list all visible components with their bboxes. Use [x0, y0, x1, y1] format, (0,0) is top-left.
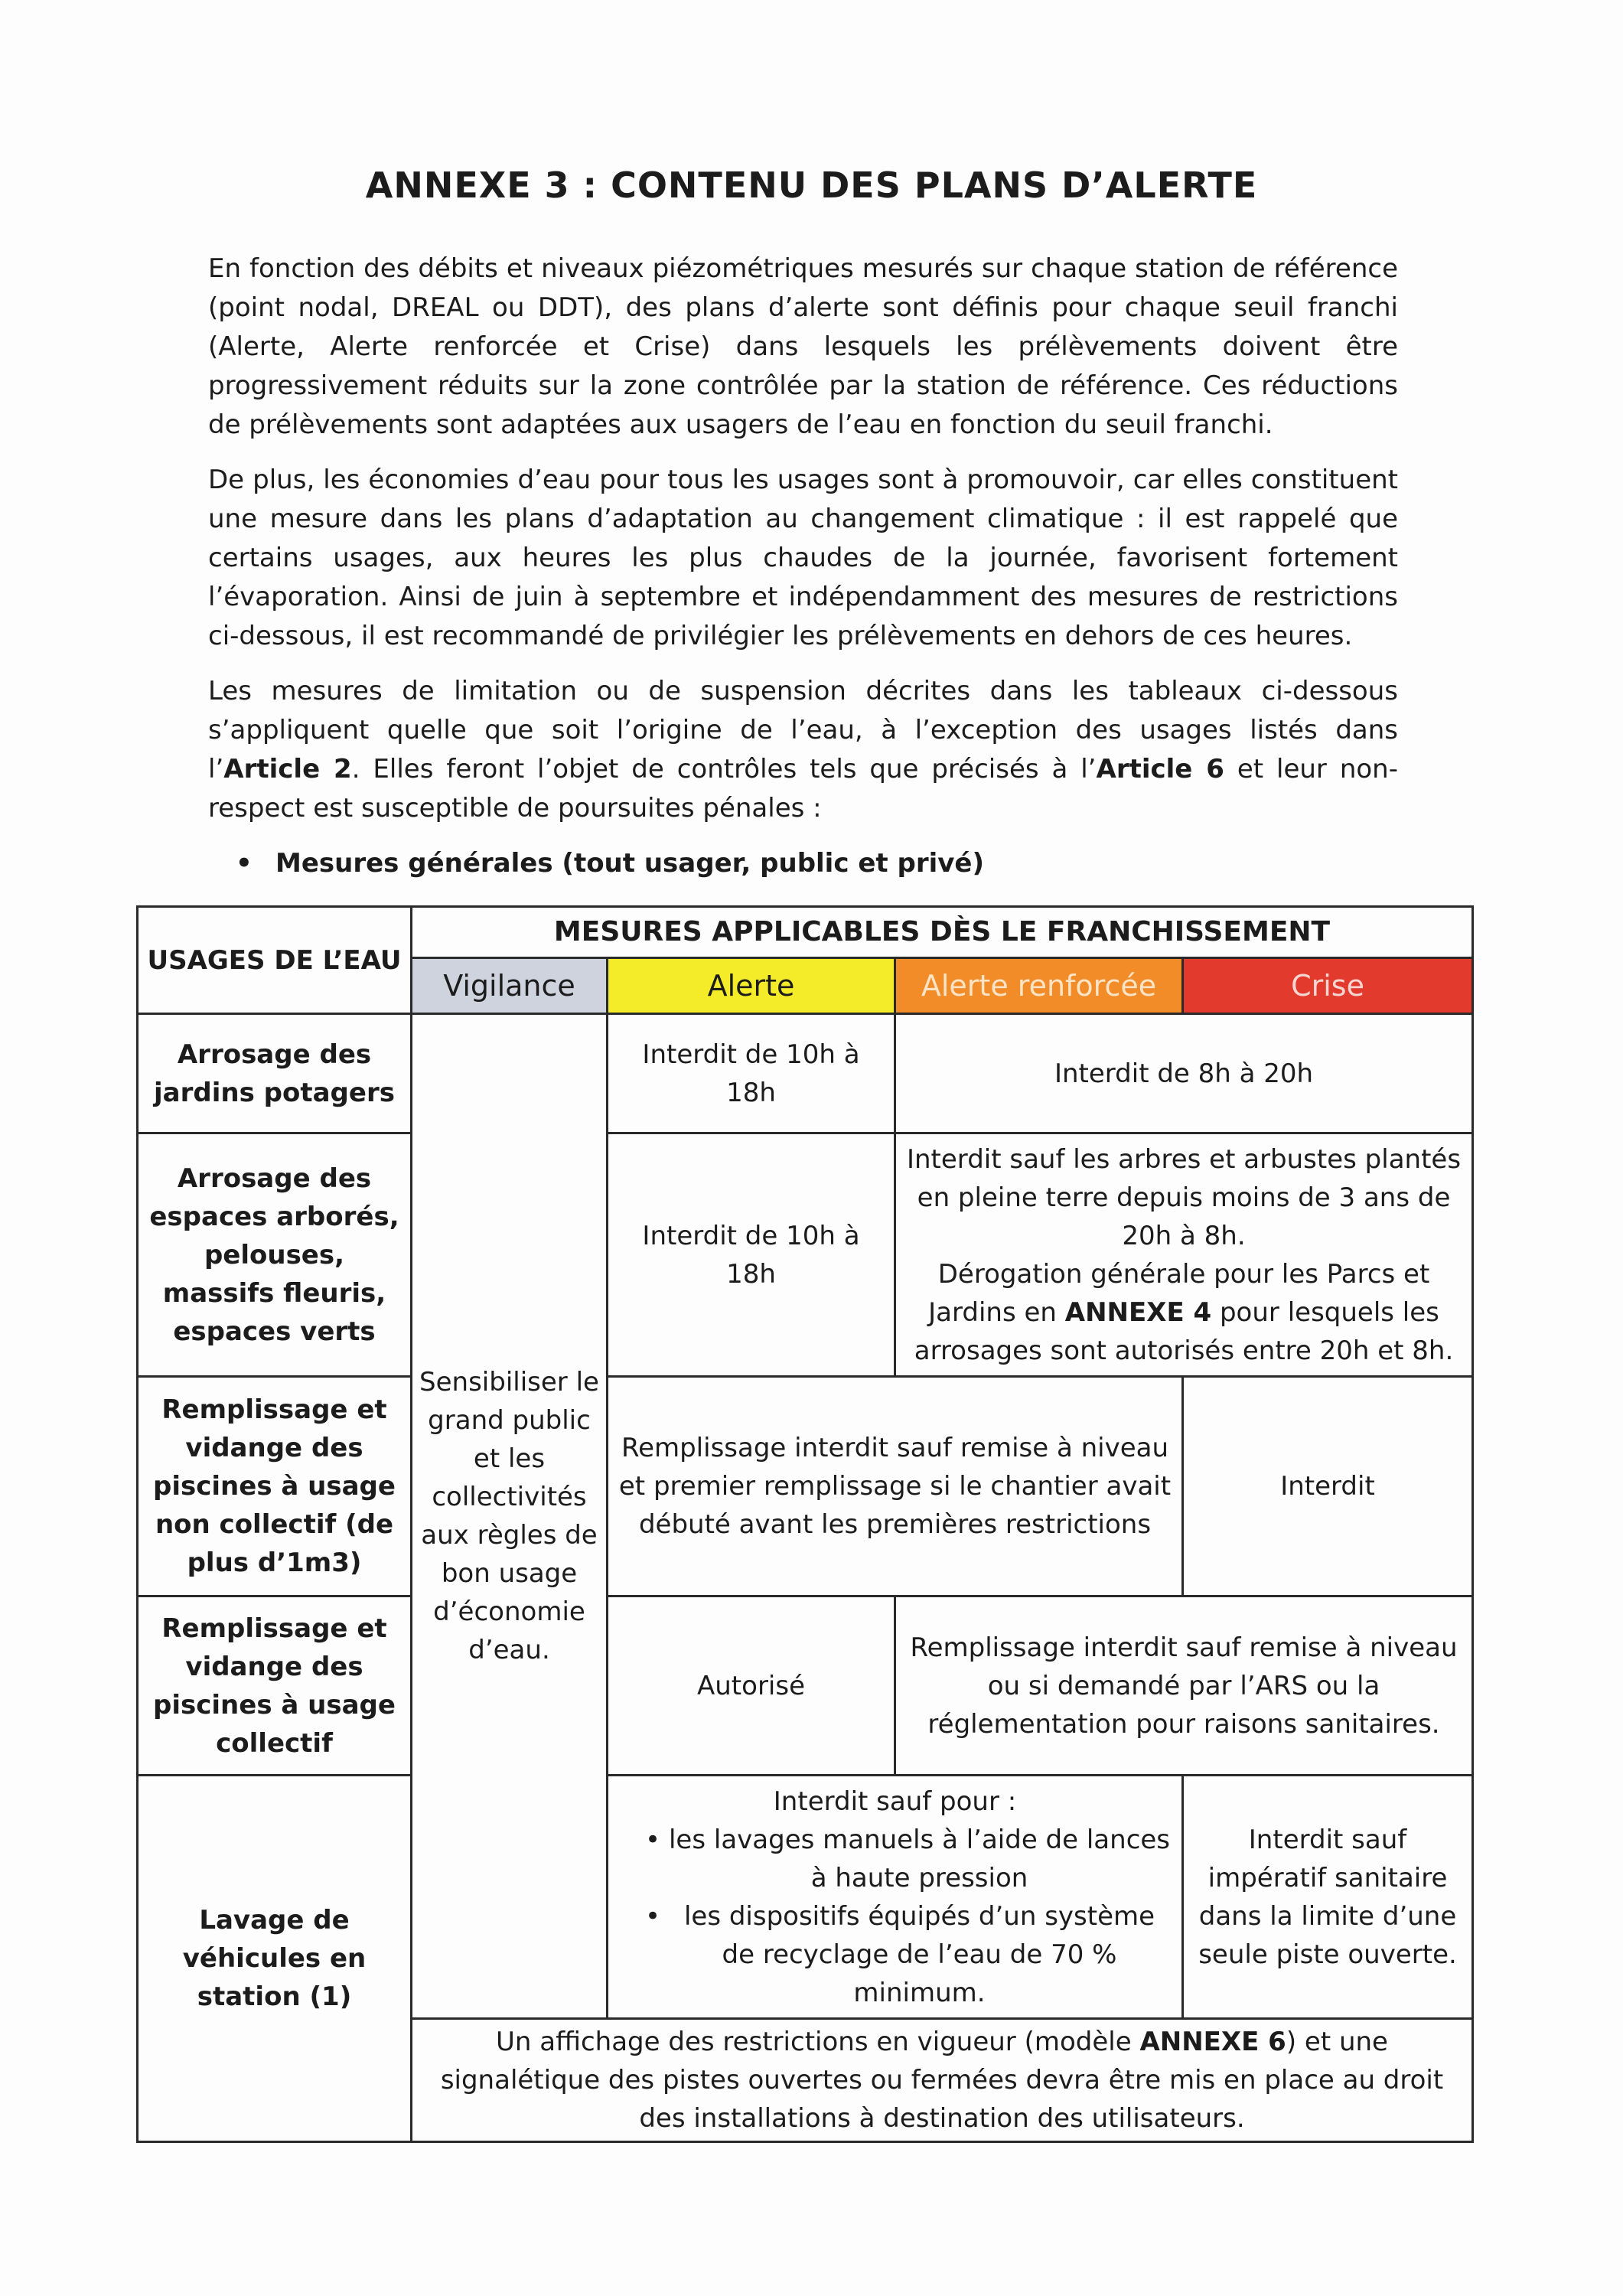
espaces-renforcee-crise [895, 1133, 1473, 1377]
level-vigilance: Vigilance [412, 958, 608, 1014]
table-row [138, 1776, 1473, 2019]
lavage-alerte-renforcee [608, 1776, 1183, 2019]
affichage-text-a: Un affichage des restrictions en vigueur (modèle [496, 2027, 1140, 2057]
usage-lavage-vehicules: Lavage de véhicules en station (1) [138, 1776, 412, 2142]
list-item: • les lavages manuels à l’aide de lances à haute pression [614, 1821, 1175, 1897]
intro-paragraph-3 [208, 672, 1398, 828]
intro-paragraph-2: De plus, les économies d’eau pour tous les usages sont à promouvoir, car elles constituent une mesure dans les plans d’adaptation au changement climatique : il est rappelé que certains usages, aux heures les plus chaudes de la journée, favorisent fortement l’évaporation. Ainsi de juin à septembre et indépendamment des mesures de restrictions ci-dessous, il est recommandé de privilégier les prélèvements en dehors de ces heures. [208, 465, 1398, 651]
level-crise: Crise [1183, 958, 1473, 1014]
potagers-alerte: Interdit de 10h à 18h [608, 1014, 895, 1133]
usage-piscines-non-collectif: Remplissage et vidange des piscines à usage non collectif (de plus d’1m3) [138, 1377, 412, 1596]
affichage-text-b: ) et une signalétique des pistes ouvertes ou fermées devra être mis en place au droit des installations à destination des utilisateurs. [440, 2027, 1444, 2134]
vigilance-measure: Sensibiliser le grand public et les collectivités aux règles de bon usage d’économie d’eau. [412, 1014, 608, 2019]
lavage-intro: Interdit sauf pour : [773, 1786, 1017, 1817]
usage-piscines-collectif: Remplissage et vidange des piscines à usage collectif [138, 1596, 412, 1776]
page-title: ANNEXE 3 : CONTENU DES PLANS D’ALERTE [365, 165, 1258, 206]
potagers-renforcee-crise: Interdit de 8h à 20h [895, 1014, 1473, 1133]
article-2-ref: Article 2 [223, 754, 352, 784]
espaces-alerte: Interdit de 10h à 18h [608, 1133, 895, 1377]
piscines-nc-crise: Interdit [1183, 1377, 1473, 1596]
intro-p3-part-b: . Elles feront l’objet de contrôles tels que précisés à l’ [351, 754, 1097, 784]
lavage-affichage [412, 2019, 1473, 2142]
bullet-dot-icon: • [236, 848, 253, 879]
intro-p3-part-a: Les mesures de limitation ou de suspension décrites dans les tableaux ci-dessous s’appliquent quelle que soit l’origine de l’eau, à l’exception des usages listés dans l’ [208, 676, 1398, 784]
table-row [138, 1133, 1473, 1377]
piscines-nc-alerte-renforcee: Remplissage interdit sauf remise à niveau et premier remplissage si le chantier avait débuté avant les premières restrictions [608, 1377, 1183, 1596]
list-item: • les dispositifs équipés d’un système de recyclage de l’eau de 70 % minimum. [614, 1897, 1175, 2012]
annexe-4-ref: ANNEXE 4 [1064, 1296, 1212, 1328]
usages-header: USAGES DE L’EAU [138, 907, 412, 1014]
piscines-c-alerte: Autorisé [608, 1596, 895, 1776]
restrictions-table [136, 905, 1474, 2143]
espaces-text-2a: Dérogation générale pour les Parcs et Jardins en [928, 1258, 1430, 1328]
espaces-text-2b: pour lesquels les arrosages sont autorisés entre 20h et 8h. [914, 1296, 1454, 1366]
usage-potagers: Arrosage des jardins potagers [138, 1014, 412, 1133]
table-row [138, 1014, 1473, 1133]
table-header-row [138, 907, 1473, 958]
level-alerte-renforcee: Alerte renforcée [895, 958, 1183, 1014]
espaces-text-1: Interdit sauf les arbres et arbustes plantés en pleine terre depuis moins de 3 ans de 20h à 8h. [906, 1143, 1462, 1251]
intro-p3-part-c: et leur non-respect est susceptible de poursuites pénales : [208, 754, 1398, 823]
level-alerte: Alerte [608, 958, 895, 1014]
usage-espaces-verts: Arrosage des espaces arborés, pelouses, massifs fleuris, espaces verts [138, 1133, 412, 1377]
annexe-6-ref: ANNEXE 6 [1139, 2027, 1286, 2057]
section-bullet-text: Mesures générales (tout usager, public et privé) [275, 848, 985, 879]
table-row [138, 1377, 1473, 1596]
lavage-crise: Interdit sauf impératif sanitaire dans la limite d’une seule piste ouverte. [1183, 1776, 1473, 2019]
intro-paragraph-1: En fonction des débits et niveaux piézométriques mesurés sur chaque station de référence (point nodal, DREAL ou DDT), des plans d’alerte sont définis pour chaque seuil franchi (Alerte, Alerte renforcée et Crise) dans lesquels les prélèvements doivent être progressivement réduits sur la zone contrôlée par la station de référence. Ces réductions de prélèvements sont adaptées aux usagers de l’eau en fonction du seuil franchi. [208, 253, 1398, 440]
lavage-exceptions-list [614, 1821, 1175, 2012]
article-6-ref: Article 6 [1096, 754, 1224, 784]
section-bullet [236, 848, 984, 879]
measures-header: MESURES APPLICABLES DÈS LE FRANCHISSEMENT [412, 907, 1473, 958]
table-row [138, 1596, 1473, 1776]
piscines-c-renforcee-crise: Remplissage interdit sauf remise à niveau ou si demandé par l’ARS ou la réglementation pour raisons sanitaires. [895, 1596, 1473, 1776]
